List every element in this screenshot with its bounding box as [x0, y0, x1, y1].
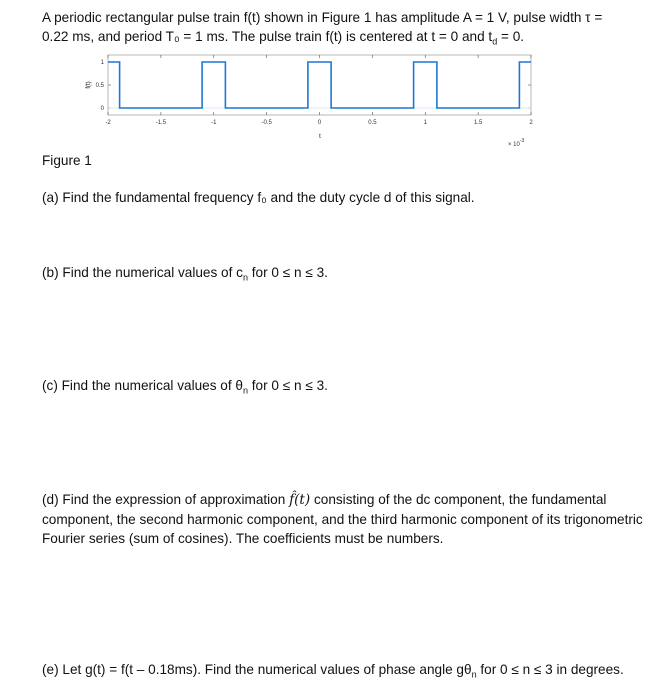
x-tick-label: 0.5 — [368, 120, 377, 126]
intro-line-2-text: 0.22 ms, and period T₀ = 1 ms. The pulse train f(t) is centered at t = 0 and t — [42, 29, 493, 44]
plot-area — [108, 55, 531, 115]
question-c-text: (c) Find the numerical values of θ — [42, 378, 243, 393]
intro-td-subscript: d — [492, 36, 498, 47]
f-hat-expression: f̂(t) — [289, 492, 311, 508]
question-e-text: (e) Let g(t) = f(t – 0.18ms). Find the numerical values of phase angle gθ — [42, 662, 472, 677]
question-b-range: for 0 ≤ n ≤ 3. — [248, 265, 328, 280]
question-c — [42, 376, 328, 401]
x-tick-label: -2 — [105, 120, 111, 126]
question-e-range: for 0 ≤ n ≤ 3 in degrees. — [476, 662, 624, 677]
question-e — [42, 660, 624, 685]
y-tick-label: 1 — [100, 60, 104, 66]
x-tick-label: 2 — [529, 120, 533, 126]
question-b — [42, 263, 328, 288]
question-e-subscript: n — [471, 669, 477, 680]
y-axis-label: f(t) — [86, 81, 92, 89]
x-tick-label: -1 — [211, 120, 217, 126]
x-multiplier-base: × 10 — [508, 142, 520, 148]
question-c-range: for 0 ≤ n ≤ 3. — [248, 378, 328, 393]
x-multiplier-exponent: -3 — [519, 138, 525, 144]
x-tick-label: 1 — [423, 120, 427, 126]
x-axis-label: t — [319, 134, 321, 140]
x-multiplier — [508, 138, 525, 148]
x-tick-label: 1.5 — [473, 120, 483, 126]
question-d-rest: consisting of the dc component, the fundamental component, the second harmonic component, and the third harmonic component of its trigonometric Fourier series (sum of cosines). The coefficients must be numbers. — [42, 492, 643, 546]
question-c-subscript: n — [242, 385, 248, 396]
figure-1-chart — [0, 0, 654, 160]
question-a: (a) Find the fundamental frequency f₀ and the duty cycle d of this signal. — [42, 190, 475, 205]
question-d-text: (d) Find the expression of approximation — [42, 492, 290, 507]
intro-line-1: A periodic rectangular pulse train f(t) shown in Figure 1 has amplitude A = 1 V, pulse width τ = — [42, 10, 603, 25]
x-tick-label: -1.5 — [155, 120, 167, 126]
question-d — [42, 490, 648, 548]
x-tick-label: -0.5 — [261, 120, 272, 126]
y-tick-label: 0 — [100, 106, 104, 112]
figure-caption: Figure 1 — [42, 153, 92, 168]
y-tick-label: 0.5 — [95, 83, 104, 89]
question-b-subscript: n — [242, 272, 248, 283]
question-b-text: (b) Find the numerical values of c — [42, 265, 243, 280]
intro-line-2-end: = 0. — [497, 29, 525, 44]
x-tick-label: 0 — [317, 120, 322, 126]
